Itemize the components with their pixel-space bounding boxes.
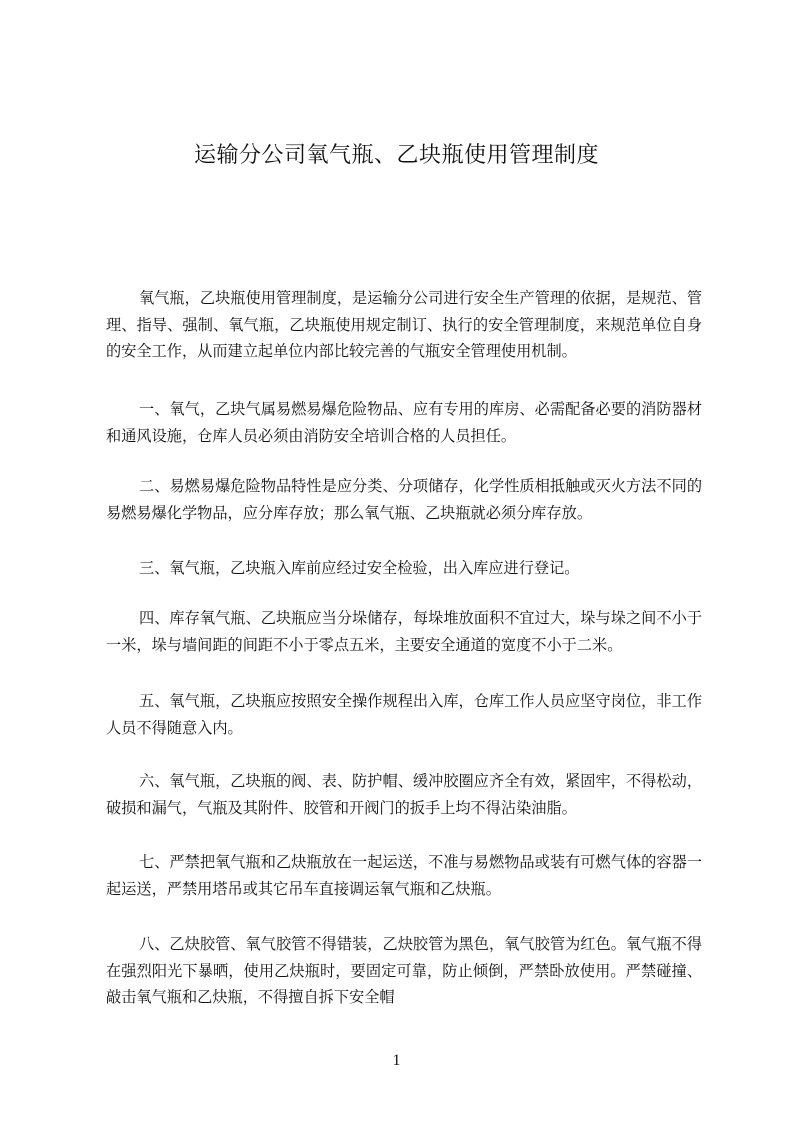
page-number: 1 bbox=[392, 1052, 401, 1069]
paragraph-2: 二、易燃易爆危险物品特性是应分类、分项储存，化学性质相抵触或灭火方法不同的易燃易爆化学物品，应分库存放；那么氧气瓶、乙块瓶就必须分库存放。 bbox=[106, 477, 702, 522]
document-title: 运输分公司氧气瓶、乙块瓶使用管理制度 bbox=[193, 143, 599, 168]
paragraph-intro: 氧气瓶，乙块瓶使用管理制度，是运输分公司进行安全生产管理的依据，是规范、管理、指导、强制、氧气瓶，乙块瓶使用规定制订、执行的安全管理制度，来规范单位自身的安全工作，从而建立起单位内部比较完善的气瓶安全管理使用机制。 bbox=[106, 289, 702, 360]
paragraph-1: 一、氧气，乙块气属易燃易爆危险物品、应有专用的库房、必需配备必要的消防器材和通风设施，仓库人员必须由消防安全培训合格的人员担任。 bbox=[106, 400, 702, 445]
paragraph-3: 三、氧气瓶，乙块瓶入库前应经过安全检验，出入库应进行登记。 bbox=[139, 559, 580, 577]
paragraph-7: 七、严禁把氧气瓶和乙炔瓶放在一起运送，不准与易燃物品或装有可燃气体的容器一起运送，严禁用塔吊或其它吊车直接调运氧气瓶和乙炔瓶。 bbox=[106, 853, 702, 898]
paragraph-5: 五、氧气瓶，乙块瓶应按照安全操作规程出入库，仓库工作人员应坚守岗位，非工作人员不得随意入内。 bbox=[106, 692, 702, 737]
paragraph-8: 八、乙炔胶管、氧气胶管不得错装，乙炔胶管为黑色，氧气胶管为红色。氧气瓶不得在强烈阳光下暴晒，使用乙炔瓶时，要固定可靠，防止倾倒，严禁卧放使用。严禁碰撞、敲击氧气瓶和乙炔瓶，不得擅自拆下安全帽 bbox=[106, 935, 702, 1006]
paragraph-4: 四、库存氧气瓶、乙块瓶应当分垛储存，每垛堆放面积不宜过大，垛与垛之间不小于一米，垛与墙间距的间距不小于零点五米，主要安全通道的宽度不小于二米。 bbox=[106, 609, 702, 654]
paragraph-6: 六、氧气瓶，乙块瓶的阀、表、防护帽、缓冲胶圈应齐全有效，紧固牢，不得松动，破损和漏气，气瓶及其附件、胶管和开阀门的扳手上均不得沾染油脂。 bbox=[106, 772, 702, 817]
